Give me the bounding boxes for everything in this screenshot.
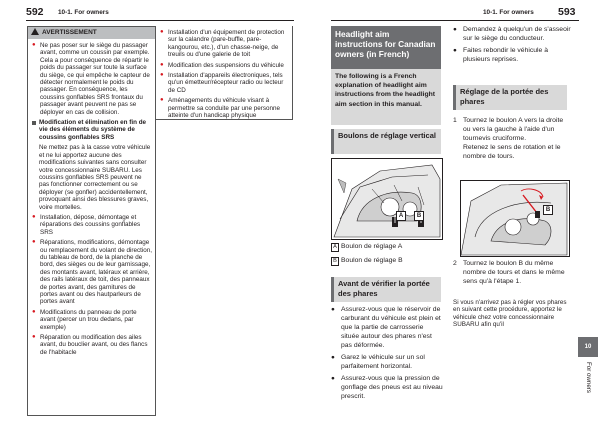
caption-text-a: Boulon de réglage A bbox=[341, 243, 403, 250]
vertical-bolts-heading: Boulons de réglage vertical bbox=[331, 129, 441, 154]
warning-list-item: ● Réparations, modifications, démontage ou remplacement du volant de direction, du tableau de bord, de la planche de bord, des sièges ou de leur garnissage, des montants avant, latéraux et arrière, des rails latéraux de toit, des panneaux de portes avant, des garnitures de portes avant ou des hautparleurs de portes avant bbox=[32, 239, 152, 306]
warning-title: AVERTISSEMENT bbox=[42, 29, 97, 36]
caption-bolt-a bbox=[331, 242, 441, 252]
chapter-side-text: For owners bbox=[585, 362, 592, 393]
check-list-item: ● Garez le véhicule sur un sol parfaitement horizontal. bbox=[331, 353, 443, 371]
warning-list-item: ● Installation d'appareils électroniques, tels qu'un émetteur/récepteur radio ou lecteur de CD bbox=[160, 72, 289, 94]
step-1-text: Tournez le boulon A vers la droite ou vers la gauche à l'aide d'un tournevis cruciforme. bbox=[463, 117, 564, 142]
warning-continuation-box bbox=[155, 26, 293, 120]
warning-paragraph-modification: Ne mettez pas à la casse votre véhicule et ne lui apportez aucune des modifications suivantes sans consulter votre concessionnaire SUBARU. Les coussins gonflables SRS peuvent ne pas fonctionner correctement ou se déployer (se gonfler) accidentellement, provoquant ainsi des blessures graves, voire mortelles. bbox=[39, 144, 151, 211]
headlight-bolts-figure bbox=[331, 158, 443, 240]
warning-subheading: Modification et élimination en fin de vie des éléments du système de coussins gonflables SRS bbox=[32, 119, 152, 141]
headlight-section-title: Headlight aim instructions for Canadian owners (in French) bbox=[331, 26, 441, 69]
step-1-note: Retenez le sens de rotation et le nombre de tours. bbox=[463, 144, 561, 160]
aim-adjust-heading: Réglage de la portée des phares bbox=[453, 85, 567, 110]
caption-label-b: B bbox=[331, 257, 339, 266]
warning-list-item: ● Réparation ou modification des ailes avant, du bouclier avant, ou des flancs de l'habitacle bbox=[32, 334, 152, 356]
warning-list-item: ● Installation, dépose, démontage et réparations des coussins gonflables SRS bbox=[32, 214, 152, 236]
step-1-number: 1 bbox=[453, 117, 457, 124]
warning-list-item: ● Installation d'un équipement de protection sur la calandre (pare-buffle, pare-kangourou, etc.), d'un chasse-neige, de treuils ou d'une galerie de toit bbox=[160, 29, 289, 59]
bolt-b-figure bbox=[460, 180, 570, 257]
warning-list-item: ● Modification des suspensions du véhicule bbox=[160, 62, 289, 69]
preparation-list bbox=[453, 25, 573, 64]
figure-label-b: B bbox=[414, 211, 424, 221]
right-page-number: 593 bbox=[558, 6, 576, 18]
headlight-info-box: The following is a French explanation of headlight aim instructions from the headlight aim section in this manual. bbox=[331, 69, 441, 125]
warning-list-item: ● Aménagements du véhicule visant à permettre sa conduite par une personne atteinte d'un handicap physique bbox=[160, 97, 289, 119]
step-1 bbox=[453, 116, 571, 161]
left-page-number: 592 bbox=[26, 6, 44, 18]
caption-bolt-b bbox=[331, 256, 441, 266]
prep-list-item: ● Faites rebondir le véhicule à plusieurs reprises. bbox=[453, 46, 573, 64]
headlight-assembly-illustration bbox=[332, 159, 442, 239]
right-section-title: 10-1. For owners bbox=[483, 9, 534, 16]
warning-title-bar bbox=[28, 27, 155, 39]
left-header-rule bbox=[26, 20, 294, 21]
closing-note: Si vous n'arrivez pas à régler vos phares en suivant cette procédure, apportez le véhicule chez votre concessionnaire SUBARU afin qu'il bbox=[453, 299, 567, 329]
figure-label-b2: B bbox=[543, 205, 553, 215]
caption-label-a: A bbox=[331, 243, 339, 252]
caption-text-b: Boulon de réglage B bbox=[341, 257, 403, 264]
chapter-side-label bbox=[576, 362, 600, 418]
right-header-rule bbox=[331, 20, 579, 21]
check-list-item: ● Assurez-vous que le réservoir de carburant du véhicule est plein et que la partie de carrosserie située autour des phares n'est pas déformée. bbox=[331, 305, 443, 350]
chapter-tab: 10 bbox=[578, 337, 598, 357]
step-2-number: 2 bbox=[453, 260, 457, 267]
before-check-heading: Avant de vérifier la portée des phares bbox=[331, 277, 441, 302]
figure-label-a: A bbox=[396, 211, 406, 221]
bolt-b-illustration bbox=[461, 181, 569, 256]
before-check-list bbox=[331, 305, 443, 401]
warning-paragraph-cushion: ● Ne pas poser sur le siège du passager avant, comme un coussin par exemple. Cela a pour conséquence de répartir le poids du passager sur toute la surface du siège, ce qui empêche le capteur de détecter normalement le poids du passager. En conséquence, les coussins gonflables SRS frontaux du passager avant peuvent ne pas se déployer en cas de collision. bbox=[32, 42, 152, 116]
check-list-item: ● Assurez-vous que la pression de gonflage des pneus est au niveau prescrit. bbox=[331, 374, 443, 401]
step-2-text: Tournez le boulon B du même nombre de tours et dans le même sens qu'à l'étape 1. bbox=[463, 260, 565, 285]
warning-list-item: ● Modifications du panneau de porte avant (percer un trou dedans, par exemple) bbox=[32, 309, 152, 331]
warning-triangle-icon bbox=[31, 28, 39, 35]
prep-list-item: ● Demandez à quelqu'un de s'asseoir sur le siège du conducteur. bbox=[453, 25, 573, 43]
warning-box bbox=[27, 26, 156, 416]
left-section-title: 10-1. For owners bbox=[58, 9, 109, 16]
step-2 bbox=[453, 259, 571, 286]
